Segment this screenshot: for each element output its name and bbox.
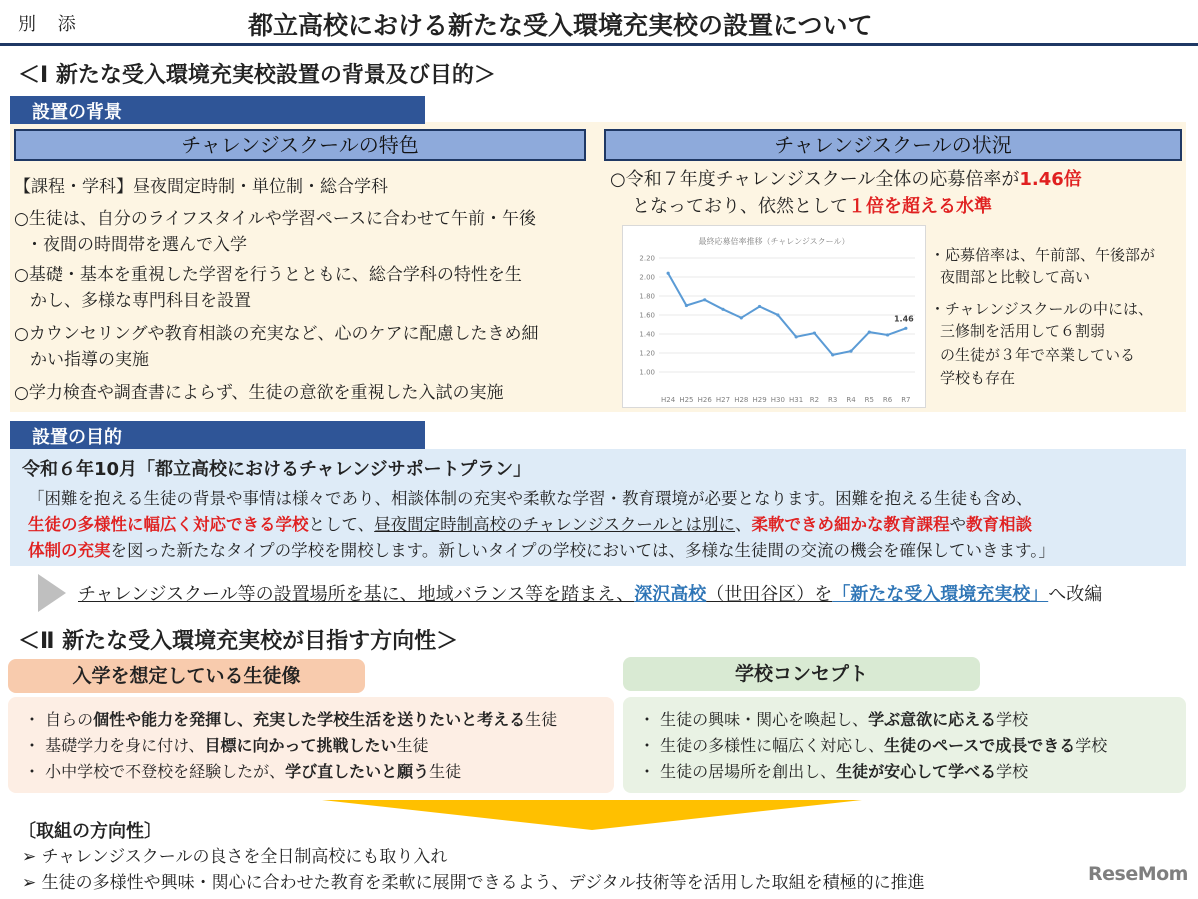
background-tag: 設置の背景 [10,96,425,124]
list-item: ・ 生徒の興味・関心を喚起し、学ぶ意欲に応える学校 [639,710,1029,729]
data-point [886,333,889,336]
data-point [795,335,798,338]
data-point [813,331,816,334]
section1-title: ＜Ⅰ 新たな受入環境充実校設置の背景及び目的＞ [18,63,496,88]
student-profile-card [8,697,614,793]
status-note: 学校も存在 [940,369,1016,387]
ratio-chart [622,225,926,408]
list-item: ・ 基礎学力を身に付け、目標に向かって挑戦したい生徒 [24,736,429,755]
quote-line-2: 生徒の多様性に幅広く対応できる学校として、昼夜間定時制高校のチャレンジスクールとは別に、柔軟できめ細かな教育課程や教育相談 [28,515,1033,534]
above-one-highlight: １倍を超える水準 [848,196,992,217]
feature-line: かい指導の実施 [30,350,149,370]
ratio-chart-svg [623,226,925,407]
down-arrow-icon [322,800,862,830]
x-tick-label: R7 [901,396,911,404]
plan-quote [28,486,1178,564]
new-school-highlight: 「新たな受入環境充実校」 [832,584,1049,605]
y-tick-label: 2.00 [639,273,655,282]
x-tick-label: H31 [789,396,804,404]
x-tick-label: H27 [715,396,731,404]
x-tick-label: H28 [734,396,749,404]
data-point [904,327,907,330]
data-point [776,313,779,316]
list-item: ・ 自らの個性や能力を発揮し、充実した学校生活を送りたいと考える生徒 [24,710,558,729]
feature-line: ・夜間の時間帯を選んで入学 [26,235,247,255]
attachment-label: 別 添 [18,14,84,35]
y-tick-label: 1.80 [639,292,655,301]
torikumi-item: ➢ チャレンジスクールの良さを全日制高校にも取り入れ [22,847,448,867]
fukasawa-highlight: 深沢高校 [634,584,707,605]
resemom-logo: ReseMom [1088,863,1188,885]
section2-title: ＜Ⅱ 新たな受入環境充実校が目指す方向性＞ [18,629,459,654]
ratio-highlight: 1.46倍 [1019,169,1082,190]
feature-line: 【課程・学科】昼夜間定時制・単位制・総合学科 [14,177,388,197]
torikumi-item: ➢ 生徒の多様性や興味・関心に合わせた教育を柔軟に展開できるよう、デジタル技術等を活用した取組を積極的に推進 [22,873,925,893]
x-tick-label: H25 [679,396,694,404]
school-concept-card [623,697,1186,793]
y-tick-label: 1.40 [639,330,655,339]
school-concept-heading: 学校コンセプト [623,657,980,691]
feature-line: ○カウンセリングや教育相談の充実など、心のケアに配慮したきめ細 [14,324,539,344]
data-point [849,350,852,353]
plan-title: 令和６年10月「都立高校におけるチャレンジサポートプラン」 [22,459,532,480]
status-note: ・チャレンジスクールの中には、 [930,300,1154,318]
x-tick-label: R3 [828,396,838,404]
y-tick-label: 2.20 [639,254,655,263]
feature-line: ○学力検査や調査書によらず、生徒の意欲を重視した入試の実施 [14,383,504,403]
list-item: ・ 生徒の居場所を創出し、生徒が安心して学べる学校 [639,762,1029,781]
x-tick-label: H26 [697,396,712,404]
x-tick-label: H30 [770,396,785,404]
x-tick-label: H29 [752,396,767,404]
student-profile-heading: 入学を想定している生徒像 [8,659,365,693]
series-line [668,273,906,355]
feature-line: かし、多様な専門科目を設置 [30,291,251,311]
data-point [667,272,670,275]
x-tick-label: R5 [864,396,874,404]
quote-line-3: 体制の充実を図った新たなタイプの学校を開校します。新しいタイプの学校においては、多様な生徒間の交流の機会を確保していきます。」 [28,541,1055,560]
triangle-arrow-icon [38,574,66,612]
purpose-tag: 設置の目的 [10,421,425,449]
status-line-1: ○令和７年度チャレンジスクール全体の応募倍率が1.46倍 [610,169,1082,190]
chart-title: 最終応募倍率推移（チャレンジスクール） [698,237,850,246]
data-point [721,308,724,311]
x-tick-label: H24 [661,396,676,404]
data-point [868,331,871,334]
y-tick-label: 1.00 [639,368,655,377]
features-heading: チャレンジスクールの特色 [14,129,586,161]
data-point [703,298,706,301]
data-point [758,305,761,308]
x-tick-label: R4 [846,396,856,404]
data-point [685,304,688,307]
data-point [740,316,743,319]
data-point [831,353,834,356]
list-item: ・ 小中学校で不登校を経験したが、学び直したいと願う生徒 [24,762,462,781]
list-item: ・ 生徒の多様性に幅広く対応し、生徒のペースで成長できる学校 [639,736,1108,755]
feature-line: ○基礎・基本を重視した学習を行うとともに、総合学科の特性を生 [14,265,522,285]
status-note: 夜間部と比較して高い [940,268,1091,286]
reorganization-statement: チャレンジスクール等の設置場所を基に、地域バランス等を踏まえ、深沢高校（世田谷区）を「新たな受入環境充実校」へ改編 [78,584,1103,605]
page-title: 都立高校における新たな受入環境充実校の設置について [248,11,873,40]
y-tick-label: 1.20 [639,349,655,358]
title-divider [0,43,1198,46]
quote-line-1: 「困難を抱える生徒の背景や事情は様々であり、相談体制の充実や柔軟な学習・教育環境が必要となります。困難を抱える生徒も含め、 [28,489,1033,508]
status-line-2: となっており、依然として１倍を超える水準 [632,196,992,217]
x-tick-label: R6 [882,396,893,404]
torikumi-title: 〔取組の方向性〕 [18,821,162,842]
x-tick-label: R2 [809,396,820,404]
status-note: ・応募倍率は、午前部、午後部が [930,246,1156,264]
y-tick-label: 1.60 [639,311,655,320]
status-heading: チャレンジスクールの状況 [604,129,1182,161]
feature-line: ○生徒は、自分のライフスタイルや学習ペースに合わせて午前・午後 [14,209,536,229]
status-note: 三修制を活用して６割弱 [940,322,1106,340]
status-note: の生徒が３年で卒業している [940,346,1136,364]
data-label: 1.46 [893,314,914,324]
